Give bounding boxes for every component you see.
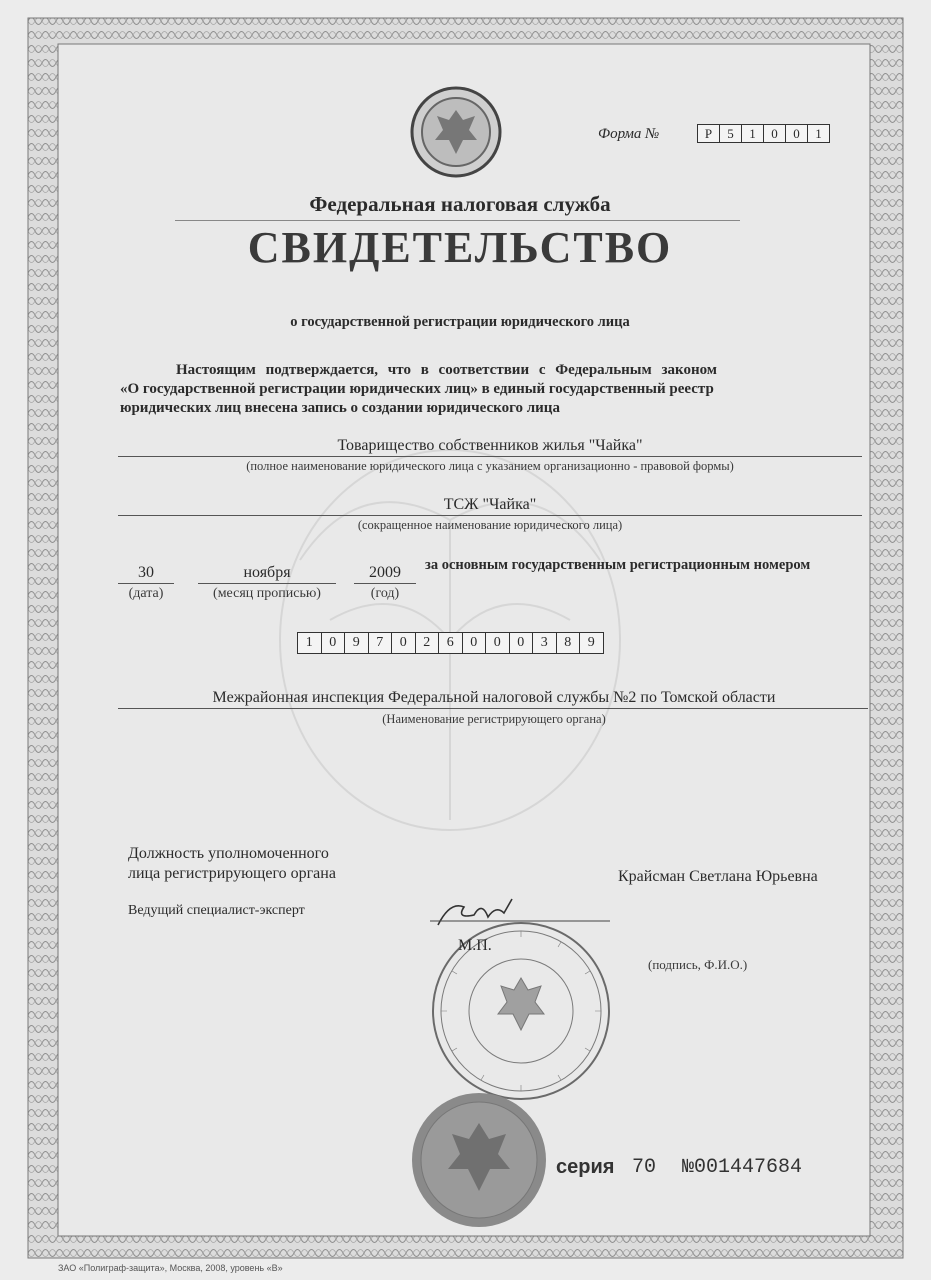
authority-name: Межрайонная инспекция Федеральной налоговой службы №2 по Томской области: [212, 689, 776, 706]
signature: [430, 893, 610, 933]
form-code-char: Р: [698, 125, 720, 142]
body-line-1: Настоящим подтверждается, что в соответствии с Федеральным законом: [176, 362, 718, 378]
ogrn-digit: 6: [439, 633, 463, 653]
ogrn-digit: 3: [533, 633, 557, 653]
ogrn-digit: 9: [345, 633, 369, 653]
page-title: СВИДЕТЕЛЬСТВО: [247, 223, 673, 272]
authority-caption: (Наименование регистрирующего органа): [382, 712, 606, 726]
ogrn-digit: 0: [392, 633, 416, 653]
series-number: 70: [632, 1156, 657, 1179]
form-code-char: 1: [815, 126, 822, 141]
position-label-1: Должность уполномоченного: [128, 845, 329, 862]
day-caption: (дата): [128, 586, 164, 601]
mp-label: М.П.: [458, 937, 492, 954]
short-name-caption: (сокращенное наименование юридического лица): [357, 518, 623, 532]
form-label: Форма №: [598, 126, 660, 142]
printer-note: ЗАО «Полиграф-защита», Москва, 2008, уровень «В»: [58, 1263, 283, 1273]
position-label-2: лица регистрирующего органа: [128, 865, 336, 882]
ogrn-digit: 7: [369, 633, 393, 653]
ogrn-number: [297, 632, 604, 654]
ogrn-intro: за основным государственным регистрационным номером: [425, 557, 811, 573]
signatory-name: Крайсман Светлана Юрьевна: [618, 868, 818, 885]
hologram-seal: [410, 1091, 548, 1229]
month-caption: (месяц прописью): [213, 586, 321, 601]
full-name-caption: (полное наименование юридического лица с указанием организационно - правовой формы): [246, 459, 734, 473]
ogrn-digit: 0: [463, 633, 487, 653]
date-year: 2009: [369, 564, 401, 581]
year-caption: (год): [370, 586, 400, 601]
form-code-char: 0: [786, 125, 808, 142]
ogrn-digit: 0: [486, 633, 510, 653]
subtitle: о государственной регистрации юридического лица: [290, 314, 630, 330]
ogrn-digit: 2: [416, 633, 440, 653]
form-code-char: 0: [764, 125, 786, 142]
body-line-3: юридических лиц внесена запись о создании юридического лица: [120, 400, 560, 416]
sign-caption: (подпись, Ф.И.О.): [648, 957, 748, 972]
form-code: [697, 124, 830, 143]
ogrn-digit: 9: [587, 635, 595, 650]
entity-full-name: Товарищество собственников жилья "Чайка": [337, 437, 643, 454]
agency-name: Федеральная налоговая служба: [309, 192, 611, 216]
series-label: серия: [556, 1156, 615, 1178]
ogrn-digit: 0: [322, 633, 346, 653]
official-stamp: [428, 918, 614, 1104]
position-value: Ведущий специалист-эксперт: [128, 903, 305, 918]
date-day: 30: [138, 564, 154, 581]
form-code-char: 5: [720, 125, 742, 142]
certificate-number: №001447684: [682, 1156, 803, 1179]
form-code-char: 1: [742, 125, 764, 142]
date-month: ноября: [243, 564, 291, 581]
body-line-2: «О государственной регистрации юридических лиц» в единый государственный реестр: [120, 381, 714, 397]
ogrn-digit: 1: [298, 633, 322, 653]
emblem-icon: [405, 86, 507, 178]
ogrn-digit: 0: [510, 633, 534, 653]
ogrn-digit: 8: [557, 633, 581, 653]
entity-short-name: ТСЖ "Чайка": [443, 496, 537, 513]
